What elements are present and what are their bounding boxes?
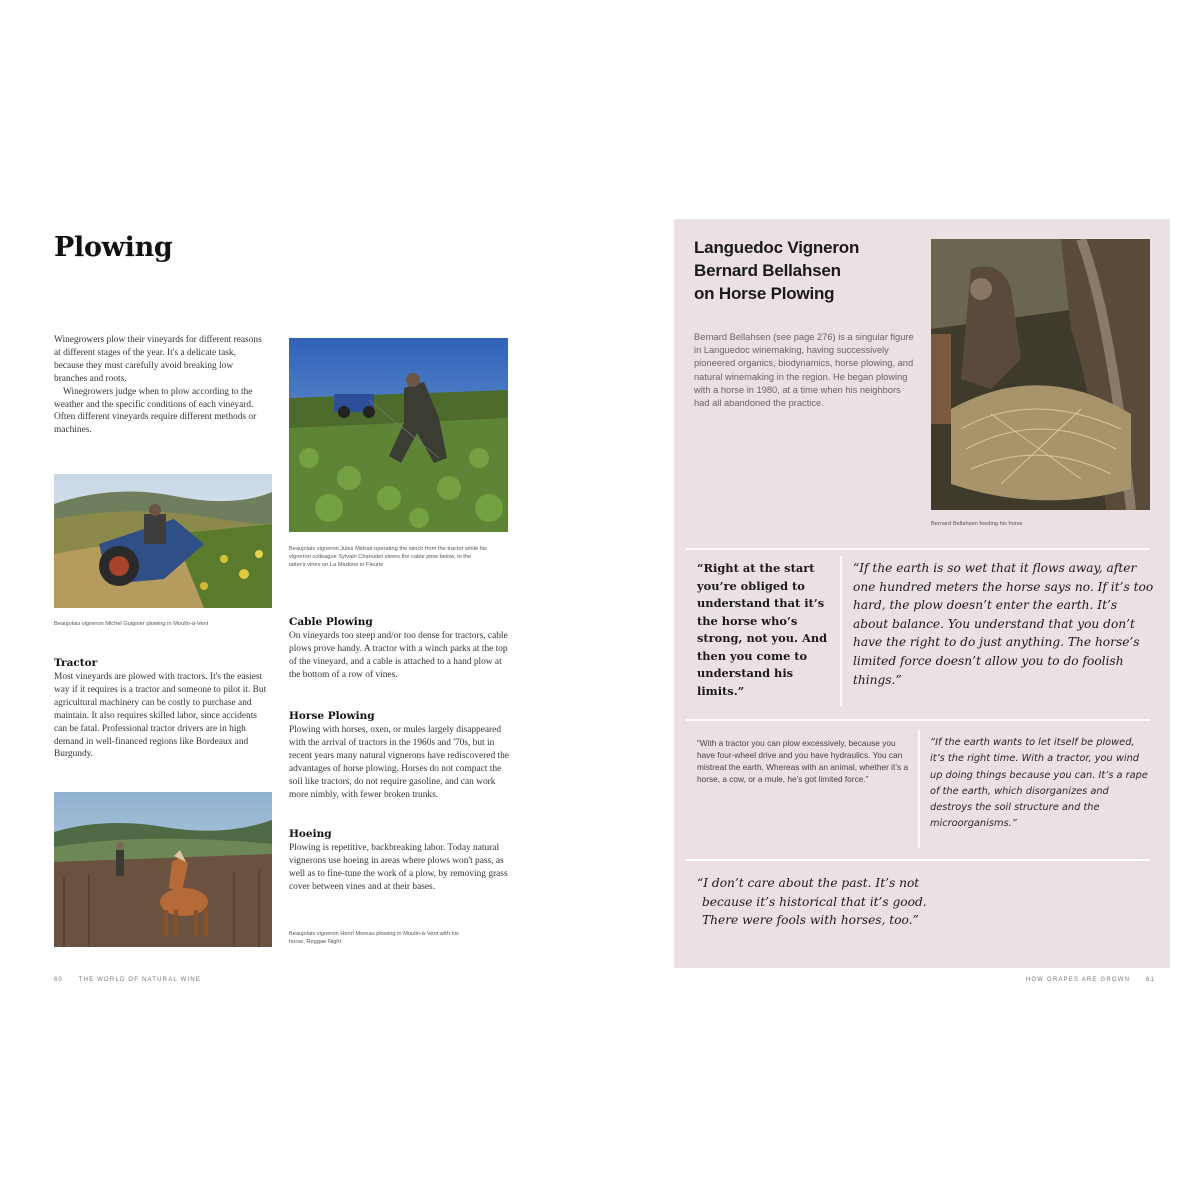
intro-paragraph-2: Winegrowers judge when to plow according to the weather and the specific conditions of each vineyard. Often different vineyards require different methods or machines. (54, 386, 257, 436)
left-page-number: 60 (54, 977, 64, 983)
sidebar-title (694, 236, 914, 305)
cable-photo-caption: Beaujolais vigneron Jules Métras operating the winch from the tractor while his vigneron colleague Sylvain Chanudet steers the cable plow below, in the latter's vines on La Madone in Fleurie (289, 546, 487, 568)
quote-tractor: “With a tractor you can plow excessively, because you have four-wheel drive and you have hydraulics. You can mistreat the earth. Whereas with an animal, whether it’s a horse, a cow, or a mule, he’s got limited force.” (697, 738, 909, 785)
horse-photo-caption: Beaujolais vigneron Henri Moreau plowing in Moulin-à-Vent with his horse, Reggae Night (289, 931, 459, 945)
hoeing-text: Plowing is repetitive, backbreaking labor. Today natural vignerons use hoeing in areas where plows won't pass, as well as to fine-tune the work of a plow, by removing grass cover between vines and at their bases. (289, 843, 508, 892)
divider-vertical-2 (918, 730, 920, 848)
intro-text (54, 334, 264, 437)
divider-top (686, 548, 1150, 550)
horse-heading: Horse Plowing (289, 710, 375, 722)
tractor-photo-caption: Beaujolais vigneron Michel Guignier plowing in Moulin-à-Vent (54, 621, 209, 627)
quote-past-line-1: “I don’t care about the past. It’s not (697, 876, 920, 890)
horse-section (289, 710, 509, 801)
hoeing-section (289, 828, 509, 894)
quote-past (697, 874, 1027, 930)
intro-paragraph-1: Winegrowers plow their vineyards for different reasons at different stages of the year. It's a delicate task, because they must carefully avoid breaking low branches and roots. (54, 335, 262, 384)
divider-vertical-1 (840, 556, 842, 706)
hoeing-heading: Hoeing (289, 828, 332, 840)
quote-wet-earth: “If the earth is so wet that it flows away, after one hundred meters the horse says no. If it’s too hard, the plow doesn’t enter the earth. It’s about balance. You understand that you don’t have the right to do just anything. The horse’s limited force doesn’t allow you to do foolish things.” (853, 561, 1154, 687)
tractor-plowing-photo (54, 474, 272, 608)
left-running-head: THE WORLD OF NATURAL WINE (78, 977, 202, 983)
divider-middle (686, 719, 1150, 721)
quote-right-time: “If the earth wants to let itself be plowed, it’s the right time. With a tractor, you wind up doing things because you can. It’s a rape of the earth, which disorganizes and destroys the soil structure and the microorganisms.” (930, 737, 1148, 830)
bellahsen-photo-caption: Bernard Bellahsen feeding his horse (931, 521, 1023, 527)
quote-past-line-2: because it’s historical that it’s good. (702, 894, 927, 909)
tractor-section (54, 657, 272, 761)
horse-text: Plowing with horses, oxen, or mules largely disappeared with the arrival of tractors in the 1960s and '70s, but in recent years many natural vignerons have rediscovered the advantages of horse plowing. Horses do not compact the soil like tractors, do not require gasoline, and can work more nimbly, with fewer broken trunks. (289, 725, 509, 800)
right-running-head: HOW GRAPES ARE GROWN (1025, 977, 1131, 983)
sidebar-title-line-2: Bernard Bellahsen (694, 261, 841, 280)
page-title: Plowing (54, 232, 173, 263)
bellahsen-photo (931, 239, 1150, 510)
cable-text: On vineyards too steep and/or too dense for tractors, cable plows prove handy. A tractor with a winch parks at the top of the vineyard, and a cable is attached to a hand plow at the bottom of a row of vines. (289, 631, 508, 680)
tractor-heading: Tractor (54, 657, 98, 669)
cable-section (289, 616, 509, 682)
right-page-number: 61 (1145, 977, 1155, 983)
divider-bottom (686, 859, 1150, 861)
horse-plowing-photo (54, 792, 272, 947)
cable-heading: Cable Plowing (289, 616, 373, 628)
cable-plowing-photo (289, 338, 508, 532)
left-folio (54, 977, 201, 983)
sidebar-title-line-3: on Horse Plowing (694, 284, 835, 303)
quote-past-line-3: There were fools with horses, too.” (702, 913, 919, 928)
right-folio (1022, 977, 1155, 983)
sidebar-title-line-1: Languedoc Vigneron (694, 238, 860, 257)
sidebar-intro: Bernard Bellahsen (see page 276) is a singular figure in Languedoc winemaking, having successively pioneered organics, biodynamics, horse plowing, and natural winemaking in the region. He began plowing with a horse in 1980, at a time when his neighbors had all abandoned the practice. (694, 332, 914, 409)
quote-start: “Right at the start you’re obliged to understand that it’s the horse who’s strong, not you. And then you come to understand his limits.” (697, 561, 828, 698)
tractor-text: Most vineyards are plowed with tractors. It's the easiest way if it requires is a tractor and someone to pilot it. But agricultural machinery can be costly to purchase and maintain. It also requires skilled labor, since accidents can be fatal. Professional tractor drivers are in high demand in well-financed regions like Bordeaux and Burgundy. (54, 672, 267, 760)
